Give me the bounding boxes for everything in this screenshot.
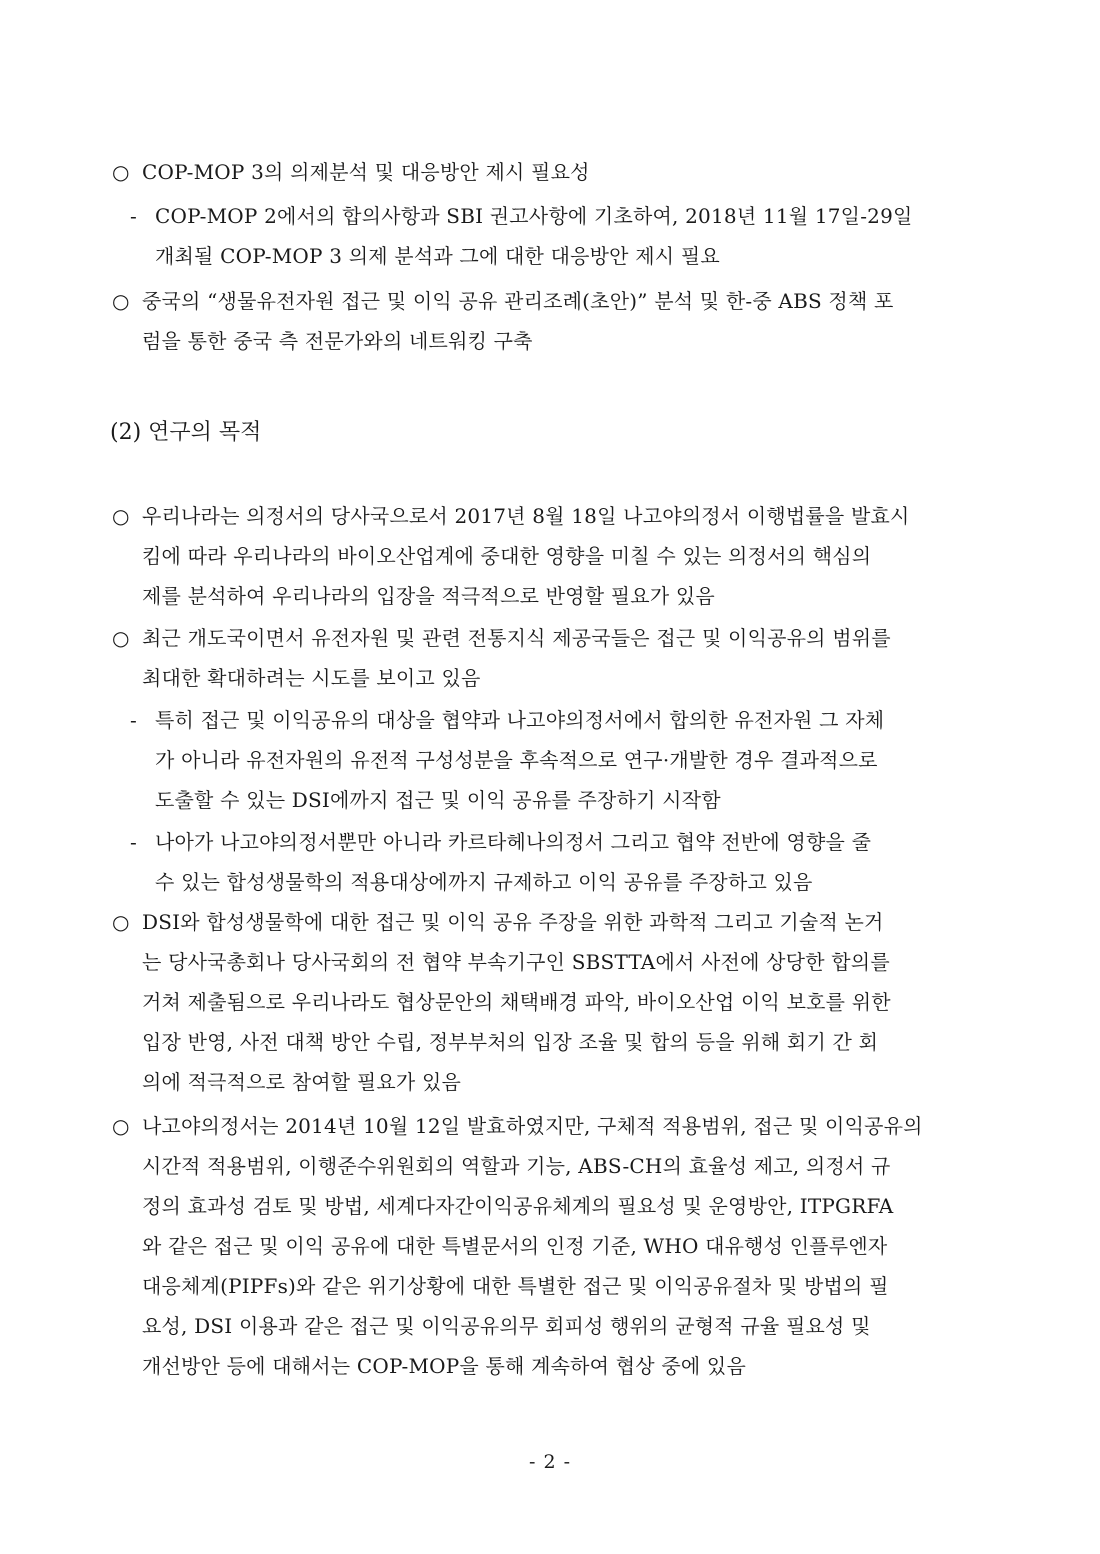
paragraph-line: 킴에 따라 우리나라의 바이오산업계에 중대한 영향을 미칠 수 있는 의정서의 핵심의 (142, 544, 872, 568)
dash-marker: - (130, 204, 137, 228)
dash-marker: - (130, 708, 137, 732)
paragraph-line: 최대한 확대하려는 시도를 보이고 있음 (142, 666, 481, 690)
circle-bullet-icon: ○ (112, 504, 130, 528)
paragraph-line: 입장 반영, 사전 대책 방안 수립, 정부부처의 입장 조율 및 합의 등을 위해 회기 간 회 (142, 1030, 879, 1054)
paragraph-line: COP-MOP 2에서의 합의사항과 SBI 권고사항에 기초하여, 2018년 11월 17일-29일 (155, 204, 913, 228)
paragraph-line: 와 같은 접근 및 이익 공유에 대한 특별문서의 인정 기준, WHO 대유행성 인플루엔자 (142, 1234, 888, 1258)
section-heading: (2) 연구의 목적 (110, 420, 262, 445)
paragraph-line: 정의 효과성 검토 및 방법, 세계다자간이익공유체계의 필요성 및 운영방안, ITPGRFA (142, 1194, 894, 1218)
paragraph-line: 요성, DSI 이용과 같은 접근 및 이익공유의무 회피성 행위의 균형적 규율 필요성 및 (142, 1314, 871, 1338)
paragraph-line: 는 당사국총회나 당사국회의 전 협약 부속기구인 SBSTTA에서 사전에 상당한 합의를 (142, 950, 890, 974)
paragraph-line: 우리나라는 의정서의 당사국으로서 2017년 8월 18일 나고야의정서 이행법률을 발효시 (142, 504, 910, 528)
paragraph-line: 최근 개도국이면서 유전자원 및 관련 전통지식 제공국들은 접근 및 이익공유의 범위를 (142, 626, 891, 650)
page-number: - 2 - (528, 1451, 571, 1473)
paragraph-line: COP-MOP 3의 의제분석 및 대응방안 제시 필요성 (142, 160, 590, 184)
paragraph-line: 시간적 적용범위, 이행준수위원회의 역할과 기능, ABS-CH의 효율성 제고, 의정서 규 (142, 1154, 891, 1178)
circle-bullet-icon: ○ (112, 1114, 130, 1138)
circle-bullet-icon: ○ (112, 160, 130, 184)
dash-marker: - (130, 830, 137, 854)
paragraph-line: 나고야의정서는 2014년 10월 12일 발효하였지만, 구체적 적용범위, 접근 및 이익공유의 (142, 1114, 923, 1138)
paragraph-line: 특히 접근 및 이익공유의 대상을 협약과 나고야의정서에서 합의한 유전자원 그 자체 (155, 708, 885, 732)
paragraph-line: 럼을 통한 중국 측 전문가와의 네트워킹 구축 (142, 329, 533, 353)
paragraph-line: 가 아니라 유전자원의 유전적 구성성분을 후속적으로 연구·개발한 경우 결과적으로 (155, 748, 878, 772)
paragraph-line: 수 있는 합성생물학의 적용대상에까지 규제하고 이익 공유를 주장하고 있음 (155, 870, 813, 894)
circle-bullet-icon: ○ (112, 910, 130, 934)
paragraph-line: 거쳐 제출됨으로 우리나라도 협상문안의 채택배경 파악, 바이오산업 이익 보호를 위한 (142, 990, 891, 1014)
paragraph-line: DSI와 합성생물학에 대한 접근 및 이익 공유 주장을 위한 과학적 그리고 기술적 논거 (142, 910, 884, 934)
circle-bullet-icon: ○ (112, 626, 130, 650)
paragraph-line: 중국의 “생물유전자원 접근 및 이익 공유 관리조례(초안)” 분석 및 한-중 ABS 정책 포 (142, 289, 894, 313)
paragraph-line: 제를 분석하여 우리나라의 입장을 적극적으로 반영할 필요가 있음 (142, 584, 715, 608)
paragraph-line: 도출할 수 있는 DSI에까지 접근 및 이익 공유를 주장하기 시작함 (155, 788, 721, 812)
paragraph-line: 의에 적극적으로 참여할 필요가 있음 (142, 1070, 462, 1094)
paragraph-line: 개선방안 등에 대해서는 COP-MOP을 통해 계속하여 협상 중에 있음 (142, 1354, 746, 1378)
paragraph-line: 나아가 나고야의정서뿐만 아니라 카르타헤나의정서 그리고 협약 전반에 영향을 줄 (155, 830, 872, 854)
paragraph-line: 대응체계(PIPFs)와 같은 위기상황에 대한 특별한 접근 및 이익공유절차 및 방법의 필 (142, 1274, 889, 1298)
paragraph-line: 개최될 COP-MOP 3 의제 분석과 그에 대한 대응방안 제시 필요 (155, 244, 720, 268)
circle-bullet-icon: ○ (112, 289, 130, 313)
